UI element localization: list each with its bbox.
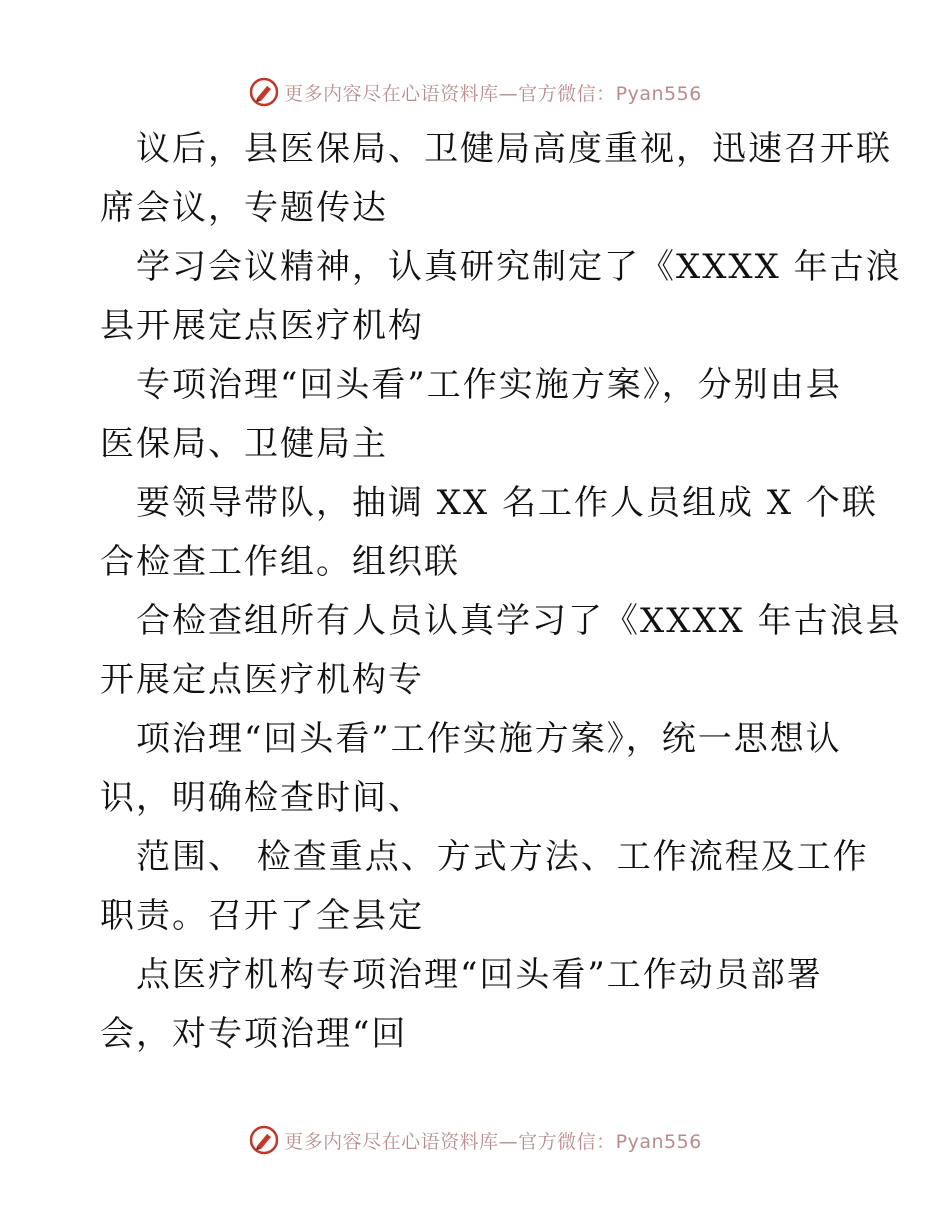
text-line: 会，对专项治理“回 [100,1014,408,1054]
footer-watermark [0,1120,950,1160]
header-watermark [0,72,950,112]
text-line: 职责。召开了全县定 [100,896,424,936]
header-watermark-text: 更多内容尽在心语资料库—官方微信：Pyan556 [284,82,702,105]
document-body [100,120,902,1064]
text-line: 学习会议精神，认真研究制定了《XXXX 年古浪 [136,247,902,287]
text-line: 席会议，专题传达 [100,188,388,228]
text-line: 识，明确检查时间、 [100,778,424,818]
text-line: 专项治理“回头看”工作实施方案》，分别由县 [136,365,842,405]
footer-watermark-text: 更多内容尽在心语资料库—官方微信：Pyan556 [284,1130,702,1153]
text-line: 开展定点医疗机构专 [100,660,424,700]
text-line: 范围、 检查重点、方式方法、工作流程及工作 [136,837,869,877]
text-line: 县开展定点医疗机构 [100,306,424,346]
pen-seal-icon [248,1124,280,1156]
pen-seal-icon [248,76,280,108]
text-line: 要领导带队，抽调 XX 名工作人员组成 X 个联 [136,483,878,523]
text-line: 合检查组所有人员认真学习了《XXXX 年古浪县 [136,601,902,641]
text-line: 合检查工作组。组织联 [100,542,460,582]
text-line: 项治理“回头看”工作实施方案》，统一思想认 [136,719,842,759]
text-line: 点医疗机构专项治理“回头看”工作动员部署 [136,955,823,995]
text-line: 议后，县医保局、卫健局高度重视，迅速召开联 [136,129,892,169]
text-line: 医保局、卫健局主 [100,424,388,464]
